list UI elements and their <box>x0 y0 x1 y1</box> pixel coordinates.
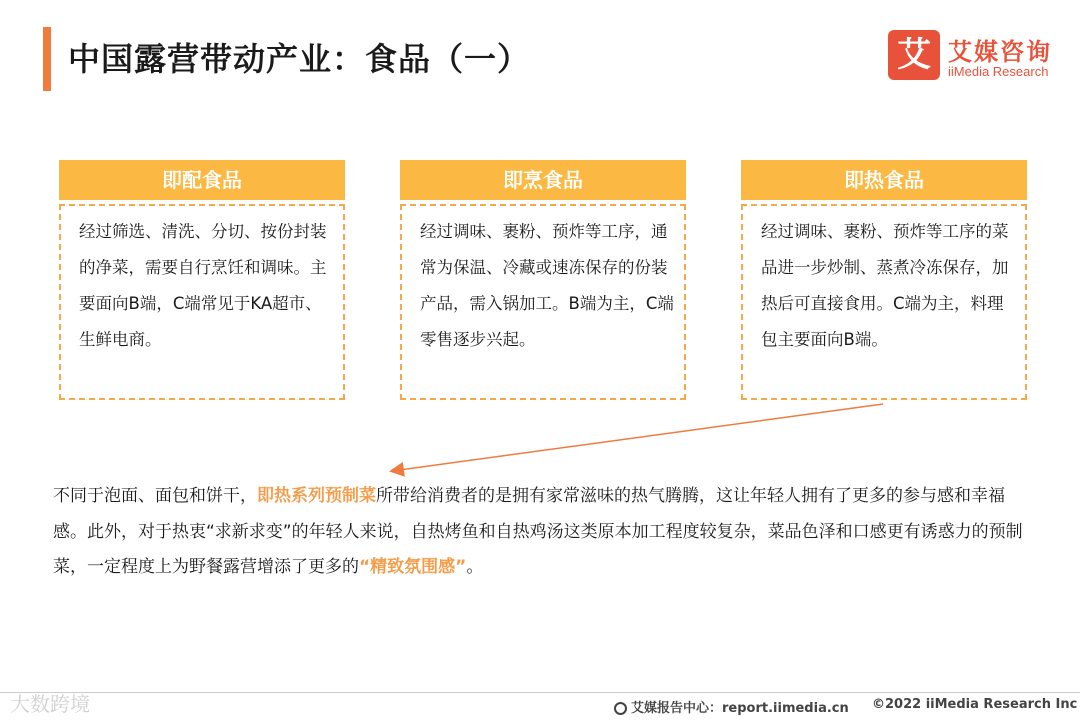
brand-name-en: iiMedia Research <box>948 64 1049 79</box>
footer-divider <box>0 692 1080 693</box>
para-text-3: 。 <box>466 557 484 577</box>
footer-copyright: ©2022 iiMedia Research Inc <box>872 697 1078 712</box>
card-description: 经过调味、裹粉、预炸等工序，通常为保温、冷藏或速冻保存的份装产品，需入锅加工。B端为主，C端零售逐步兴起。 <box>400 204 686 400</box>
brand-name-cn: 艾媒咨询 <box>948 38 1052 66</box>
para-text-2: 所带给消费者的是拥有家常滋味的热气腾腾，这让年轻人拥有了更多的参与感和幸福感。此外，对于热衷“求新求变”的年轻人来说，自热烤鱼和自热鸡汤这类原本加工程度较复杂，菜品色泽和口感更有诱惑力的预制菜，一定程度上为野餐露营增添了更多的 <box>53 486 1023 577</box>
summary-paragraph <box>53 479 1033 586</box>
highlight-ready-to-heat: 即热系列预制菜 <box>257 486 376 506</box>
card-title: 即热食品 <box>741 160 1027 200</box>
card-description: 经过调味、裹粉、预炸等工序的菜品进一步炒制、蒸煮冷冻保存，加热后可直接食用。C端为主，料理包主要面向B端。 <box>741 204 1027 400</box>
card-title: 即配食品 <box>59 160 345 200</box>
highlight-refined-atmosphere: “精致氛围感” <box>359 557 467 577</box>
para-text-1: 不同于泡面、面包和饼干， <box>53 486 257 506</box>
brand-logo-mark: 艾 <box>888 30 940 80</box>
card-description: 经过筛选、清洗、分切、按份封装的净菜，需要自行烹饪和调味。主要面向B端，C端常见于KA超市、生鲜电商。 <box>59 204 345 400</box>
card-title: 即烹食品 <box>400 160 686 200</box>
globe-icon <box>614 702 627 715</box>
footer-source <box>614 697 849 716</box>
footer-source-text: 艾媒报告中心：report.iimedia.cn <box>631 701 849 716</box>
callout-arrow-line <box>392 404 883 471</box>
page-title: 中国露营带动产业：食品（一） <box>68 40 531 78</box>
watermark: 大数跨境 <box>10 692 90 716</box>
